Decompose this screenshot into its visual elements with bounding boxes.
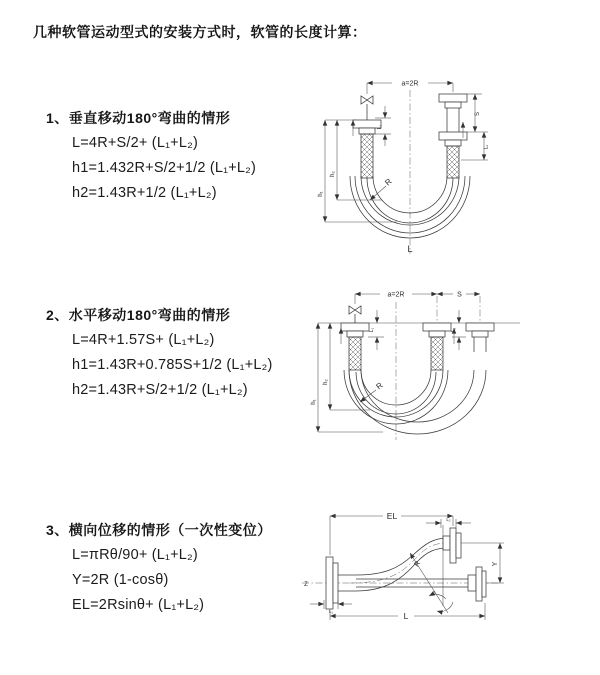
valve-icon xyxy=(349,306,361,323)
diagram-horizontal-180-bend xyxy=(308,282,600,452)
middle-pipe-fitting xyxy=(423,323,451,370)
dim-label-r: R xyxy=(413,560,423,569)
dim-label-s: S xyxy=(457,291,462,299)
dim-label-l1: L₁ xyxy=(369,327,375,333)
formula-line: h2=1.43R+1/2 (L₁+L₂) xyxy=(72,185,217,201)
section-3-heading: 3、横向位移的情形（一次性变位） xyxy=(46,522,272,538)
dim-label-r: R xyxy=(374,380,385,392)
lower-right-flange xyxy=(468,567,504,601)
dim-label-s: S xyxy=(475,111,481,117)
dim-label-l2: L₂ xyxy=(446,517,451,522)
dim-label-h1: h₁ xyxy=(318,191,324,197)
centerline-z-symbol: Z xyxy=(304,582,308,588)
upper-right-flange xyxy=(443,528,504,563)
dim-label-a2r: a=2R xyxy=(401,80,419,88)
dim-label-l1: L₁ xyxy=(328,609,334,614)
dim-label-l2: L₂ xyxy=(483,144,490,150)
dim-label-h2: h₂ xyxy=(323,379,329,385)
dim-label-r: R xyxy=(383,176,394,188)
dimension-l2 xyxy=(426,517,471,528)
diagram-horizontal-180-bend-svg xyxy=(308,282,600,452)
valve-icon xyxy=(361,96,373,120)
dim-label-l: L xyxy=(403,611,409,621)
dim-label-a2r: a=2R xyxy=(387,291,405,299)
diagram-vertical-180-bend xyxy=(312,72,592,262)
right-pipe-fitting xyxy=(466,323,494,352)
dimension-el xyxy=(330,511,453,555)
formula-line: L=4R+1.57S+ (L₁+L₂) xyxy=(72,332,215,348)
section-1-heading: 1、垂直移动180°弯曲的情形 xyxy=(46,110,231,126)
formula-line: L=πRθ/90+ (L₁+L₂) xyxy=(72,547,198,563)
dim-label-el: EL xyxy=(386,511,398,521)
dimension-h1 xyxy=(311,323,383,432)
dimension-l1 xyxy=(375,106,391,146)
formula-line: Y=2R (1-cosθ) xyxy=(72,572,169,588)
dimension-l2 xyxy=(451,310,466,350)
diagram-lateral-displacement xyxy=(298,503,600,643)
formula-line: h1=1.432R+S/2+1/2 (L₁+L₂) xyxy=(72,160,257,176)
formula-line: h2=1.43R+S/2+1/2 (L₁+L₂) xyxy=(72,382,248,398)
formula-line: L=4R+S/2+ (L₁+L₂) xyxy=(72,135,198,151)
diagram-vertical-180-bend-svg xyxy=(312,72,592,262)
diagram-lateral-displacement-svg xyxy=(298,503,600,643)
dim-label-y: Y xyxy=(492,561,499,567)
section-2-heading: 2、水平移动180°弯曲的情形 xyxy=(46,307,231,323)
dim-label-l2: L₂ xyxy=(451,327,457,333)
dim-label-h2: h₂ xyxy=(330,171,336,177)
formula-line: h1=1.43R+0.785S+1/2 (L₁+L₂) xyxy=(72,357,273,373)
page-title: 几种软管运动型式的安装方式时，软管的长度计算： xyxy=(33,24,367,40)
dim-label-l-total: L xyxy=(407,244,413,254)
formula-line: EL=2Rsinθ+ (L₁+L₂) xyxy=(72,597,205,613)
dimension-s xyxy=(467,94,488,132)
left-pipe-fitting xyxy=(341,323,369,370)
dimension-y xyxy=(492,543,500,583)
dimension-l xyxy=(330,603,485,621)
hose-u-bends xyxy=(344,370,486,434)
dim-label-theta: θ xyxy=(432,591,436,597)
dim-label-h1: h₁ xyxy=(311,399,317,405)
dimension-l1 xyxy=(368,310,384,350)
dimension-a-2r xyxy=(355,292,480,305)
dim-label-l1: L₁ xyxy=(377,124,383,130)
